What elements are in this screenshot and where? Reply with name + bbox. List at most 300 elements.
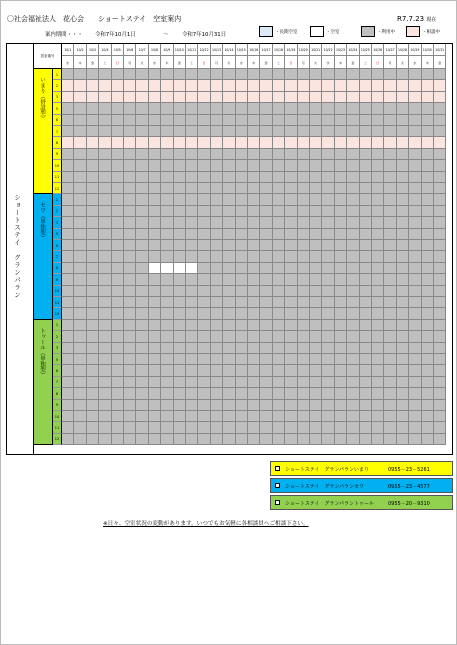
vacancy-cell — [87, 206, 99, 217]
vacancy-cell — [124, 377, 136, 388]
vacancy-cell — [149, 297, 161, 308]
vacancy-cell — [260, 365, 272, 376]
vacancy-cell — [248, 229, 260, 240]
vacancy-cell — [322, 103, 334, 114]
vacancy-cell — [434, 69, 446, 80]
vacancy-cell — [211, 377, 223, 388]
vacancy-cell — [236, 286, 248, 297]
vacancy-cell — [322, 206, 334, 217]
vacancy-cell — [236, 308, 248, 319]
vacancy-cell — [335, 365, 347, 376]
vacancy-cell — [124, 69, 136, 80]
vacancy-cell — [211, 286, 223, 297]
vacancy-cell — [112, 422, 124, 433]
vacancy-cell — [347, 388, 359, 399]
vacancy-cell — [198, 103, 210, 114]
vacancy-cell — [422, 194, 434, 205]
vacancy-cell — [236, 377, 248, 388]
vacancy-cell — [409, 331, 421, 342]
vacancy-cell — [298, 69, 310, 80]
vacancy-cell — [434, 229, 446, 240]
vacancy-cell — [285, 172, 297, 183]
vacancy-cell — [74, 263, 86, 274]
vacancy-cell — [236, 103, 248, 114]
vacancy-cell — [124, 194, 136, 205]
vacancy-cell — [285, 400, 297, 411]
vacancy-cell — [236, 217, 248, 228]
vacancy-cell — [347, 103, 359, 114]
vacancy-cell — [87, 172, 99, 183]
vacancy-cell — [186, 183, 198, 194]
vacancy-cell — [285, 365, 297, 376]
vacancy-cell — [384, 172, 396, 183]
vacancy-cell — [422, 92, 434, 103]
vacancy-cell — [198, 422, 210, 433]
vacancy-cell — [298, 194, 310, 205]
vacancy-cell — [248, 308, 260, 319]
vacancy-cell — [310, 160, 322, 171]
vacancy-cell — [409, 206, 421, 217]
vacancy-cell — [434, 422, 446, 433]
vacancy-cell — [99, 172, 111, 183]
vacancy-cell — [74, 126, 86, 137]
vacancy-cell — [112, 126, 124, 137]
vacancy-cell — [174, 194, 186, 205]
vacancy-cell — [136, 92, 148, 103]
vacancy-cell — [273, 137, 285, 148]
weekday-header: 火 — [223, 56, 235, 69]
vacancy-cell — [223, 388, 235, 399]
vacancy-cell — [322, 92, 334, 103]
vacancy-cell — [124, 388, 136, 399]
vacancy-cell — [87, 297, 99, 308]
vacancy-cell — [372, 160, 384, 171]
vacancy-cell — [124, 115, 136, 126]
vacancy-cell — [322, 286, 334, 297]
weekday-header: 木 — [161, 56, 173, 69]
vacancy-cell — [298, 354, 310, 365]
vacancy-cell — [112, 92, 124, 103]
vacancy-cell — [136, 434, 148, 445]
vacancy-cell — [62, 331, 74, 342]
vacancy-cell — [74, 172, 86, 183]
vacancy-cell — [74, 422, 86, 433]
vacancy-cell — [174, 92, 186, 103]
vacancy-cell — [260, 183, 272, 194]
vacancy-cell — [62, 354, 74, 365]
vacancy-cell — [285, 126, 297, 137]
vacancy-cell — [161, 160, 173, 171]
vacancy-cell — [161, 308, 173, 319]
vacancy-cell — [99, 388, 111, 399]
vacancy-cell — [409, 160, 421, 171]
vacancy-cell — [360, 263, 372, 274]
vacancy-cell — [198, 194, 210, 205]
vacancy-cell — [248, 434, 260, 445]
vacancy-cell — [422, 297, 434, 308]
date-header: 10/31 — [434, 44, 446, 56]
vacancy-cell — [99, 149, 111, 160]
vacancy-cell — [149, 115, 161, 126]
vacancy-cell — [260, 320, 272, 331]
room-number: 5 — [53, 229, 62, 240]
vacancy-cell — [310, 92, 322, 103]
vacancy-cell — [112, 160, 124, 171]
vacancy-cell — [260, 229, 272, 240]
vacancy-cell — [372, 217, 384, 228]
vacancy-cell — [310, 377, 322, 388]
vacancy-cell — [87, 308, 99, 319]
vacancy-cell — [174, 343, 186, 354]
vacancy-cell — [310, 206, 322, 217]
vacancy-cell — [273, 411, 285, 422]
vacancy-cell — [223, 377, 235, 388]
vacancy-cell — [236, 80, 248, 91]
vacancy-cell — [248, 126, 260, 137]
vacancy-cell — [310, 183, 322, 194]
vacancy-cell — [322, 251, 334, 262]
vacancy-cell — [322, 194, 334, 205]
vacancy-cell — [360, 365, 372, 376]
vacancy-cell — [174, 229, 186, 240]
room-number: 7 — [53, 251, 62, 262]
vacancy-cell — [397, 388, 409, 399]
vacancy-cell — [260, 103, 272, 114]
weekday-header: 火 — [310, 56, 322, 69]
vacancy-cell — [260, 92, 272, 103]
vacancy-cell — [372, 365, 384, 376]
vacancy-cell — [223, 343, 235, 354]
vacancy-cell — [422, 149, 434, 160]
vacancy-cell — [112, 400, 124, 411]
vacancy-cell — [236, 343, 248, 354]
vacancy-cell — [360, 343, 372, 354]
vacancy-cell — [236, 274, 248, 285]
vacancy-cell — [248, 240, 260, 251]
vacancy-cell — [124, 331, 136, 342]
checkbox-icon — [275, 500, 280, 505]
vacancy-cell — [260, 354, 272, 365]
vacancy-cell — [372, 69, 384, 80]
vacancy-cell — [149, 308, 161, 319]
vacancy-cell — [422, 400, 434, 411]
vacancy-cell — [149, 377, 161, 388]
vacancy-cell — [99, 229, 111, 240]
vacancy-cell — [347, 217, 359, 228]
vacancy-cell — [384, 229, 396, 240]
vacancy-cell — [174, 320, 186, 331]
room-number: 2 — [53, 80, 62, 91]
vacancy-cell — [434, 297, 446, 308]
vacancy-cell — [248, 183, 260, 194]
vacancy-cell — [74, 251, 86, 262]
vacancy-cell — [397, 194, 409, 205]
vacancy-cell — [136, 343, 148, 354]
vacancy-cell — [285, 434, 297, 445]
vacancy-cell — [347, 286, 359, 297]
vacancy-cell — [409, 217, 421, 228]
vacancy-cell — [112, 434, 124, 445]
room-number: 11 — [53, 172, 62, 183]
vacancy-cell — [260, 274, 272, 285]
vacancy-cell — [186, 103, 198, 114]
vacancy-cell — [384, 411, 396, 422]
date-header: 10/25 — [360, 44, 372, 56]
vacancy-cell — [74, 183, 86, 194]
vacancy-cell — [211, 115, 223, 126]
vacancy-cell — [260, 115, 272, 126]
vacancy-cell — [198, 69, 210, 80]
vacancy-cell — [322, 126, 334, 137]
vacancy-cell — [397, 183, 409, 194]
vacancy-cell — [99, 411, 111, 422]
vacancy-cell — [285, 115, 297, 126]
vacancy-cell — [422, 263, 434, 274]
vacancy-cell — [285, 80, 297, 91]
room-number: 2 — [53, 331, 62, 342]
vacancy-cell — [372, 434, 384, 445]
vacancy-cell — [186, 194, 198, 205]
facility-label — [7, 44, 34, 454]
vacancy-cell — [161, 183, 173, 194]
vacancy-cell — [211, 149, 223, 160]
vacancy-cell — [198, 217, 210, 228]
vacancy-cell — [248, 160, 260, 171]
vacancy-cell — [223, 126, 235, 137]
vacancy-cell — [198, 400, 210, 411]
vacancy-cell — [161, 126, 173, 137]
page-title: 〇社会福祉法人 花心会 ショートステイ 空室案内 — [7, 15, 182, 23]
vacancy-cell — [360, 320, 372, 331]
as-of-suffix: 現在 — [426, 17, 437, 23]
vacancy-cell — [372, 251, 384, 262]
vacancy-cell — [124, 308, 136, 319]
vacancy-cell — [174, 172, 186, 183]
vacancy-cell — [335, 320, 347, 331]
vacancy-cell — [174, 297, 186, 308]
room-number: 10 — [53, 411, 62, 422]
vacancy-cell — [409, 274, 421, 285]
vacancy-cell — [409, 263, 421, 274]
vacancy-cell — [273, 183, 285, 194]
vacancy-cell — [409, 422, 421, 433]
vacancy-cell — [62, 240, 74, 251]
vacancy-cell — [322, 217, 334, 228]
room-number: 12 — [53, 434, 62, 445]
vacancy-cell — [124, 172, 136, 183]
vacancy-cell — [174, 377, 186, 388]
vacancy-cell — [285, 377, 297, 388]
vacancy-cell — [434, 411, 446, 422]
vacancy-cell — [434, 377, 446, 388]
vacancy-cell — [161, 103, 173, 114]
date-header: 10/3 — [87, 44, 99, 56]
vacancy-cell — [347, 160, 359, 171]
vacancy-cell — [174, 183, 186, 194]
vacancy-cell — [397, 80, 409, 91]
vacancy-cell — [422, 365, 434, 376]
vacancy-cell — [198, 126, 210, 137]
vacancy-cell — [273, 92, 285, 103]
vacancy-cell — [384, 126, 396, 137]
vacancy-cell — [87, 343, 99, 354]
date-header: 10/21 — [310, 44, 322, 56]
vacancy-cell — [273, 172, 285, 183]
vacancy-cell — [397, 286, 409, 297]
vacancy-cell — [248, 251, 260, 262]
vacancy-cell — [372, 149, 384, 160]
vacancy-cell — [74, 297, 86, 308]
vacancy-cell — [384, 92, 396, 103]
vacancy-cell — [335, 149, 347, 160]
vacancy-cell — [347, 331, 359, 342]
vacancy-cell — [186, 149, 198, 160]
vacancy-cell — [434, 263, 446, 274]
date-header: 10/30 — [422, 44, 434, 56]
vacancy-cell — [149, 365, 161, 376]
vacancy-cell — [347, 240, 359, 251]
vacancy-cell — [298, 149, 310, 160]
vacancy-cell — [74, 206, 86, 217]
vacancy-cell — [136, 286, 148, 297]
vacancy-cell — [248, 172, 260, 183]
vacancy-cell — [74, 92, 86, 103]
vacancy-cell — [99, 297, 111, 308]
vacancy-cell — [198, 411, 210, 422]
vacancy-cell — [174, 286, 186, 297]
vacancy-cell — [99, 137, 111, 148]
vacancy-cell — [273, 320, 285, 331]
vacancy-cell — [397, 308, 409, 319]
vacancy-cell — [136, 80, 148, 91]
vacancy-cell — [87, 422, 99, 433]
vacancy-cell — [335, 422, 347, 433]
vacancy-cell — [161, 149, 173, 160]
vacancy-cell — [298, 251, 310, 262]
vacancy-cell — [223, 263, 235, 274]
vacancy-cell — [298, 217, 310, 228]
vacancy-cell — [397, 365, 409, 376]
vacancy-cell — [124, 320, 136, 331]
vacancy-cell — [310, 343, 322, 354]
contact-row — [270, 461, 453, 476]
vacancy-cell — [236, 149, 248, 160]
vacancy-cell — [285, 388, 297, 399]
vacancy-cell — [223, 206, 235, 217]
date-header: 10/22 — [322, 44, 334, 56]
vacancy-cell — [136, 149, 148, 160]
vacancy-cell — [322, 422, 334, 433]
vacancy-cell — [273, 422, 285, 433]
weekday-header: 水 — [322, 56, 334, 69]
weekday-header: 木 — [335, 56, 347, 69]
vacancy-cell — [248, 422, 260, 433]
vacancy-cell — [161, 411, 173, 422]
vacancy-cell — [87, 160, 99, 171]
vacancy-cell — [124, 354, 136, 365]
vacancy-cell — [422, 308, 434, 319]
date-header: 10/17 — [260, 44, 272, 56]
vacancy-cell — [335, 434, 347, 445]
vacancy-cell — [310, 217, 322, 228]
vacancy-cell — [99, 160, 111, 171]
vacancy-cell — [347, 69, 359, 80]
vacancy-cell — [285, 251, 297, 262]
vacancy-cell — [384, 183, 396, 194]
vacancy-cell — [211, 331, 223, 342]
vacancy-cell — [372, 92, 384, 103]
vacancy-cell — [198, 160, 210, 171]
vacancy-cell — [186, 274, 198, 285]
vacancy-cell — [198, 377, 210, 388]
vacancy-cell — [87, 354, 99, 365]
vacancy-cell — [74, 434, 86, 445]
vacancy-cell — [99, 206, 111, 217]
vacancy-cell — [384, 137, 396, 148]
vacancy-cell — [335, 160, 347, 171]
vacancy-cell — [136, 217, 148, 228]
vacancy-cell — [74, 400, 86, 411]
vacancy-cell — [384, 297, 396, 308]
vacancy-cell — [161, 115, 173, 126]
vacancy-cell — [285, 137, 297, 148]
vacancy-cell — [322, 80, 334, 91]
vacancy-cell — [87, 434, 99, 445]
vacancy-cell — [186, 320, 198, 331]
vacancy-cell — [62, 103, 74, 114]
vacancy-cell — [62, 149, 74, 160]
weekday-header: 日 — [198, 56, 210, 69]
vacancy-cell — [273, 434, 285, 445]
weekday-header: 水 — [236, 56, 248, 69]
vacancy-cell — [273, 206, 285, 217]
vacancy-cell — [347, 80, 359, 91]
vacancy-cell — [186, 92, 198, 103]
vacancy-cell — [223, 137, 235, 148]
vacancy-cell — [136, 103, 148, 114]
vacancy-cell — [99, 194, 111, 205]
vacancy-cell — [211, 80, 223, 91]
vacancy-cell — [99, 115, 111, 126]
vacancy-cell — [174, 103, 186, 114]
vacancy-cell — [260, 206, 272, 217]
vacancy-cell — [384, 331, 396, 342]
vacancy-cell — [87, 320, 99, 331]
vacancy-cell — [87, 69, 99, 80]
vacancy-cell — [198, 343, 210, 354]
vacancy-cell — [87, 388, 99, 399]
vacancy-cell — [211, 92, 223, 103]
room-number: 5 — [53, 103, 62, 114]
vacancy-cell — [285, 240, 297, 251]
legend-swatch — [361, 26, 375, 37]
vacancy-cell — [74, 331, 86, 342]
contact-phone: 0955－23－4577 — [388, 484, 430, 490]
vacancy-cell — [347, 320, 359, 331]
vacancy-cell — [161, 297, 173, 308]
vacancy-cell — [260, 251, 272, 262]
vacancy-cell — [384, 263, 396, 274]
vacancy-cell — [372, 308, 384, 319]
vacancy-cell — [285, 343, 297, 354]
vacancy-cell — [298, 365, 310, 376]
vacancy-cell — [360, 172, 372, 183]
vacancy-cell — [434, 92, 446, 103]
vacancy-cell — [99, 69, 111, 80]
vacancy-cell — [248, 206, 260, 217]
vacancy-cell — [335, 92, 347, 103]
vacancy-cell — [223, 217, 235, 228]
